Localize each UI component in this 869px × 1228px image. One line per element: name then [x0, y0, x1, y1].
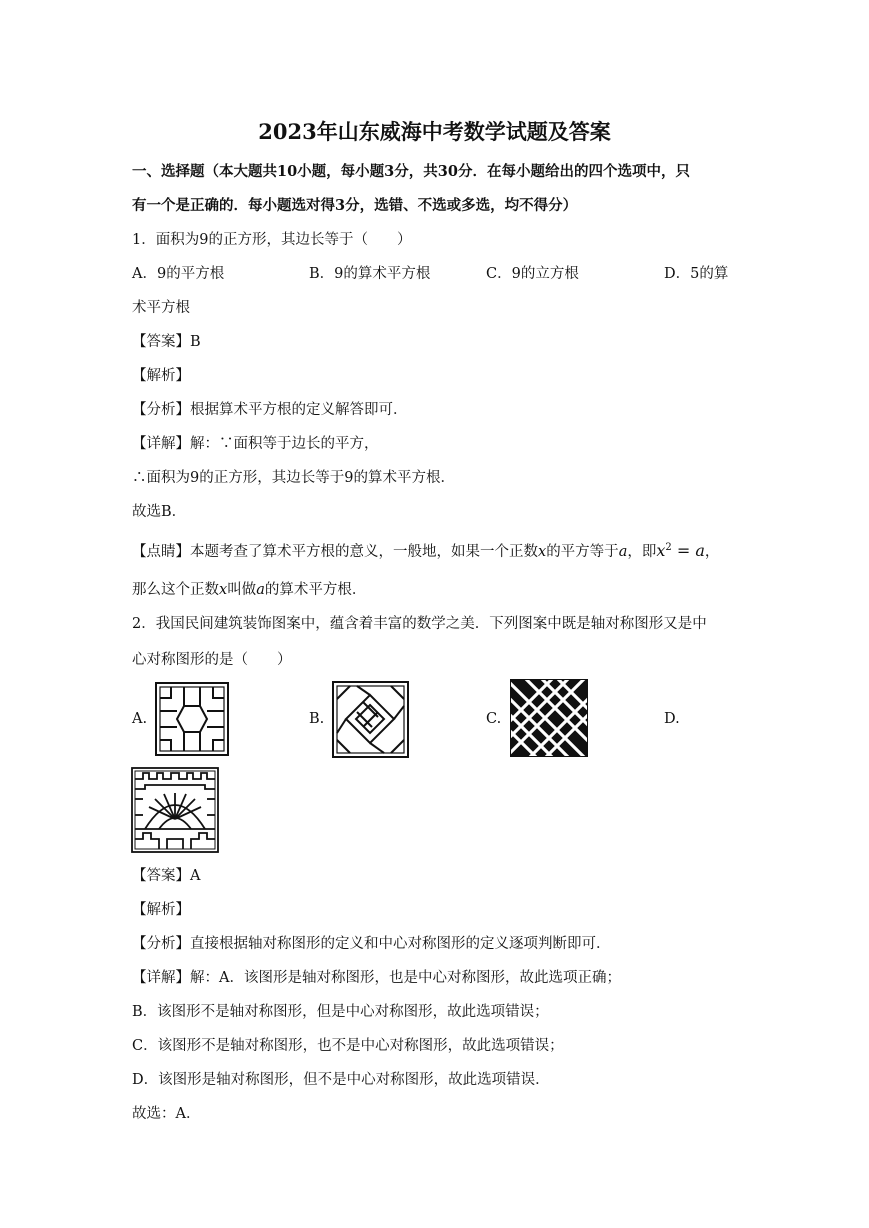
q1-option-c: C．9的立方根 [486, 266, 579, 282]
dianjing-line2-text-2: 叫做 [227, 582, 257, 598]
q1-option-b: B．9的算术平方根 [309, 266, 431, 282]
q2-label-c: C. [486, 711, 502, 727]
var-a: a [618, 544, 628, 560]
q2-stem-line-2: 心对称图形的是（ ） [132, 652, 292, 668]
q2-stem-line-1: 2．我国民间建筑装饰图案中，蕴含着丰富的数学之美．下列图案中既是轴对称图形又是中 [132, 616, 707, 632]
q1-dianjing-line-1 [132, 540, 719, 561]
figure-b-pattern [332, 681, 409, 758]
dianjing-line2-text-3: 的算术平方根． [264, 582, 367, 598]
q1-option-d: D．5的算 [664, 266, 729, 282]
q1-analysis-heading: 【解析】 [132, 368, 190, 384]
q1-answer: 【答案】B [132, 334, 201, 350]
figure-a-pattern [155, 682, 229, 756]
page-title: 2023年山东威海中考数学试题及答案 [258, 119, 611, 144]
q2-option-c-explanation: C．该图形不是轴对称图形，也不是中心对称图形，故此选项错误； [132, 1038, 564, 1054]
q1-xiangjie: 【详解】解：∵面积等于边长的平方， [132, 436, 379, 452]
q1-option-a: A．9的平方根 [132, 266, 225, 282]
section-heading-line-1: 一、选择题（本大题共10小题，每小题3分，共30分．在每小题给出的四个选项中，只 [132, 163, 690, 180]
dianjing-text-1: 【点睛】本题考查了算术平方根的意义，一般地，如果一个正数 [132, 544, 538, 560]
q2-answer: 【答案】A [132, 868, 201, 884]
dianjing-text-4: ， [704, 544, 720, 560]
q1-fenxi: 【分析】根据算术平方根的定义解答即可． [132, 402, 408, 418]
var-x: x [538, 544, 547, 560]
section-heading-line-2: 有一个是正确的．每小题选对得3分，选错、不选或多选，均不得分） [132, 197, 578, 214]
var-x: x [219, 582, 228, 598]
formula-x: x [656, 541, 666, 560]
q1-choose: 故选B． [132, 504, 187, 520]
q1-option-d-continued: 术平方根 [132, 300, 190, 316]
q2-option-b-explanation: B．该图形不是轴对称图形，但是中心对称图形，故此选项错误； [132, 1004, 549, 1020]
figure-d-pattern [131, 767, 219, 853]
figure-c-pattern [509, 678, 589, 758]
q2-xiangjie: 【详解】解：A．该图形是轴对称图形，也是中心对称图形，故此选项正确； [132, 970, 621, 986]
q2-analysis-heading: 【解析】 [132, 902, 190, 918]
formula-rest: = a [671, 541, 705, 560]
formula-exponent: 2 [665, 542, 672, 554]
q2-option-d-explanation: D．该图形是轴对称图形，但不是中心对称图形，故此选项错误． [132, 1072, 550, 1088]
q2-label-d: D. [664, 711, 680, 727]
q2-fenxi: 【分析】直接根据轴对称图形的定义和中心对称图形的定义逐项判断即可． [132, 936, 611, 952]
q1-therefore: ∴面积为9的正方形，其边长等于9的算术平方根． [132, 470, 455, 486]
dianjing-text-3: ，即 [627, 544, 657, 560]
q2-choose: 故选：A． [132, 1106, 201, 1122]
q1-dianjing-line-2 [132, 578, 366, 599]
dianjing-text-2: 的平方等于 [546, 544, 619, 560]
dianjing-line2-text-1: 那么这个正数 [132, 582, 219, 598]
q2-label-a: A. [132, 711, 148, 727]
q2-label-b: B. [309, 711, 325, 727]
var-a: a [256, 582, 265, 598]
q1-stem: 1．面积为9的正方形，其边长等于（ ） [132, 232, 412, 248]
